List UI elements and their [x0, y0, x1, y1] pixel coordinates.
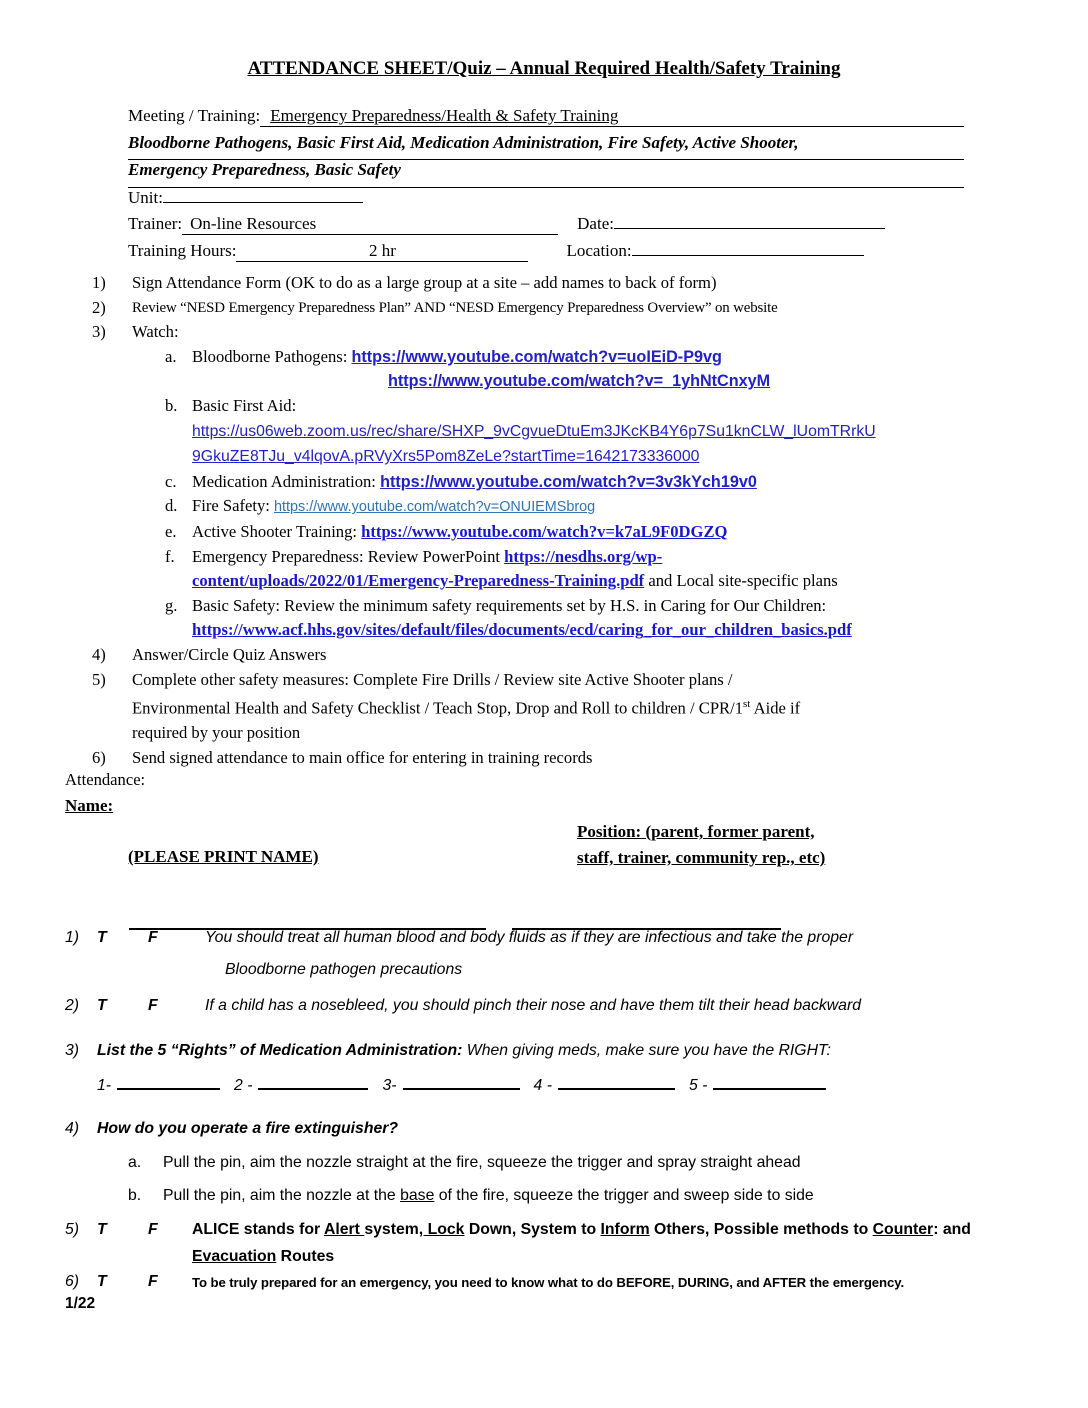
- location-label: Location:: [566, 240, 632, 260]
- medication-link[interactable]: https://www.youtube.com/watch?v=3v3kYch19v0: [380, 472, 757, 491]
- instruction-item-3: 3) Watch:: [92, 322, 179, 342]
- first-aid-link-line-1: [92, 419, 1010, 445]
- unit-row: [128, 188, 964, 215]
- please-print-name-label: (PLEASE PRINT NAME): [128, 847, 319, 866]
- quiz-question-4: 4) How do you operate a fire extinguisher?: [65, 1120, 399, 1137]
- quiz-question-5: 5) T F ALICE stands for Alert system, Lock Down, System to Inform Others, Possible methods to Counter: and: [65, 1221, 971, 1238]
- blank-line-2: [258, 1073, 368, 1090]
- true-option-q5: T: [97, 1221, 107, 1238]
- watch-item-a-line2: [92, 369, 1010, 394]
- watch-item-c: c. Medication Administration: https://www.youtube.com/watch?v=3v3kYch19v0: [165, 471, 757, 491]
- date-field-line: [614, 228, 885, 229]
- bloodborne-link-1[interactable]: https://www.youtube.com/watch?v=uoIEiD-P9vg: [351, 347, 722, 366]
- false-option-q6: F: [148, 1273, 158, 1290]
- training-hours-field-line: [236, 241, 528, 262]
- position-label-block: [577, 819, 825, 871]
- position-label-line2: staff, trainer, community rep., etc): [577, 848, 826, 867]
- basic-safety-label: Basic Safety: Review the minimum safety requirements set by H.S. in Caring for Our Children:: [192, 595, 827, 615]
- watch-item-f-line2: [92, 569, 1010, 594]
- hours-location-row: [128, 241, 964, 268]
- quiz-question-2: 2) T F If a child has a nosebleed, you should pinch their nose and have them tilt their head backward: [65, 997, 861, 1014]
- meeting-field-line: [260, 106, 964, 127]
- watch-item-e: e. Active Shooter Training: https://www.youtube.com/watch?v=k7aL9F0DGZQ: [165, 521, 728, 541]
- quiz-question-1-line2: Bloodborne pathogen precautions: [225, 961, 463, 978]
- medication-label: Medication Administration:: [192, 471, 376, 491]
- medication-rights-blanks: 1- 2 - 3- 4 - 5 -: [97, 1073, 826, 1095]
- false-option-q5: F: [148, 1221, 158, 1238]
- meeting-label: Meeting / Training:: [128, 106, 261, 125]
- instruction-item-5: 5) Complete other safety measures: Complete Fire Drills / Review site Active Shooter plans / Environmental Health and Safety Checklist / Teach Stop, Drop and Roll to children / CPR/1st Aide if required by your position: [92, 669, 801, 743]
- date-label: Date:: [577, 214, 614, 233]
- topics-line-2: Emergency Preparedness, Basic Safety: [128, 160, 964, 188]
- emergency-prep-link-part2[interactable]: content/uploads/2022/01/Emergency-Preparedness-Training.pdf: [192, 571, 645, 591]
- training-meta-block: [128, 106, 964, 267]
- quiz-question-3: 3) List the 5 “Rights” of Medication Administration: When giving meds, make sure you have the RIGHT:: [65, 1042, 831, 1059]
- watch-item-g-line2: [92, 618, 1010, 643]
- position-label-line1: Position: (parent, former parent,: [577, 822, 815, 841]
- attendance-label: Attendance:: [65, 770, 146, 789]
- blank-line-5: [713, 1073, 826, 1090]
- quiz-question-1: 1) T F You should treat all human blood and body fluids as if they are infectious and take the proper: [65, 929, 854, 946]
- trainer-date-row: [128, 214, 964, 241]
- blank-line-4: [558, 1073, 675, 1090]
- watch-item-g: g. Basic Safety: Review the minimum safety requirements set by H.S. in Caring for Our Children:: [92, 594, 1010, 619]
- true-option-q1: T: [97, 929, 107, 946]
- basic-safety-link[interactable]: https://www.acf.hhs.gov/sites/default/files/documents/ecd/caring_for_our_children_basics.pdf: [192, 620, 852, 640]
- quiz-question-4-option-a: a. Pull the pin, aim the nozzle straight at the fire, squeeze the trigger and spray straight ahead: [128, 1154, 801, 1171]
- meeting-training-row: [128, 106, 964, 133]
- trainer-field-line: [182, 214, 558, 235]
- superscript-st: st: [743, 698, 751, 711]
- trainer-value: On-line Resources: [190, 214, 317, 233]
- emergency-prep-label: Emergency Preparedness: Review PowerPoint: [192, 546, 500, 566]
- blank-line-3: [403, 1073, 520, 1090]
- first-aid-link-part1[interactable]: https://us06web.zoom.us/rec/share/SHXP_9vCgvueDtuEm3JKcKB4Y6p7Su1knCLW_lUomTRrkU: [192, 422, 876, 440]
- first-aid-link-line-2: [92, 444, 1010, 470]
- name-label: Name:: [65, 796, 114, 815]
- active-shooter-label: Active Shooter Training:: [192, 521, 358, 541]
- page-title: ATTENDANCE SHEET/Quiz – Annual Required Health/Safety Training: [247, 58, 841, 79]
- emergency-prep-suffix: and Local site-specific plans: [644, 571, 838, 591]
- instruction-item-4: 4) Answer/Circle Quiz Answers: [92, 644, 327, 664]
- watch-item-f: f. Emergency Preparedness: Review PowerPoint https://nesdhs.org/wp-: [165, 546, 663, 566]
- first-aid-label: Basic First Aid:: [192, 395, 297, 415]
- unit-field-line: [163, 202, 363, 203]
- fire-safety-label: Fire Safety:: [192, 496, 270, 516]
- watch-item-d: d. Fire Safety: https://www.youtube.com/watch?v=ONUIEMSbrog: [165, 496, 596, 516]
- emergency-prep-link-part1[interactable]: https://nesdhs.org/wp-: [504, 546, 663, 566]
- topics-line-1: Bloodborne Pathogens, Basic First Aid, Medication Administration, Fire Safety, Active Shooter,: [128, 133, 964, 161]
- page-number: 1/22: [65, 1295, 96, 1312]
- instruction-item-6: 6) Send signed attendance to main office for entering in training records: [92, 747, 593, 767]
- instruction-item-1: 1) Sign Attendance Form (OK to do as a large group at a site – add names to back of form): [92, 273, 717, 292]
- unit-label: Unit:: [128, 187, 163, 207]
- bloodborne-link-2[interactable]: https://www.youtube.com/watch?v=_1yhNtCnxyM: [388, 372, 771, 391]
- instruction-item-2: 2) Review “NESD Emergency Preparedness Plan” AND “NESD Emergency Preparedness Overview” on website: [92, 297, 778, 317]
- quiz-question-6: 6) T F To be truly prepared for an emergency, you need to know what to do BEFORE, DURING, and AFTER the emergency.: [65, 1273, 905, 1290]
- training-hours-label: Training Hours:: [128, 240, 237, 260]
- active-shooter-link[interactable]: https://www.youtube.com/watch?v=k7aL9F0DGZQ: [361, 521, 728, 541]
- false-option-q1: F: [148, 929, 158, 946]
- first-aid-link-part2[interactable]: 9GkuZE8TJu_v4lqovA.pRVyXrs5Pom8ZeLe?startTime=1642173336000: [192, 448, 700, 466]
- quiz-question-4-option-b: b. Pull the pin, aim the nozzle at the base of the fire, squeeze the trigger and sweep side to side: [128, 1187, 814, 1204]
- watch-item-a: a. Bloodborne Pathogens: https://www.youtube.com/watch?v=uoIEiD-P9vg: [165, 346, 722, 366]
- training-hours-value: 2 hr: [369, 240, 396, 260]
- false-option-q2: F: [148, 997, 158, 1014]
- watch-item-b: b. Basic First Aid:: [92, 394, 1010, 419]
- location-field-line: [632, 255, 864, 256]
- true-option-q2: T: [97, 997, 107, 1014]
- instructions-list: [92, 271, 1010, 770]
- trainer-label: Trainer:: [128, 214, 183, 233]
- quiz-question-5-line2: Evacuation Routes: [192, 1248, 335, 1265]
- fire-safety-link[interactable]: https://www.youtube.com/watch?v=ONUIEMSbrog: [274, 499, 596, 516]
- bloodborne-label: Bloodborne Pathogens:: [192, 346, 348, 366]
- true-option-q6: T: [97, 1273, 107, 1290]
- blank-line-1: [117, 1073, 220, 1090]
- meeting-value: Emergency Preparedness/Health & Safety Training: [270, 106, 619, 125]
